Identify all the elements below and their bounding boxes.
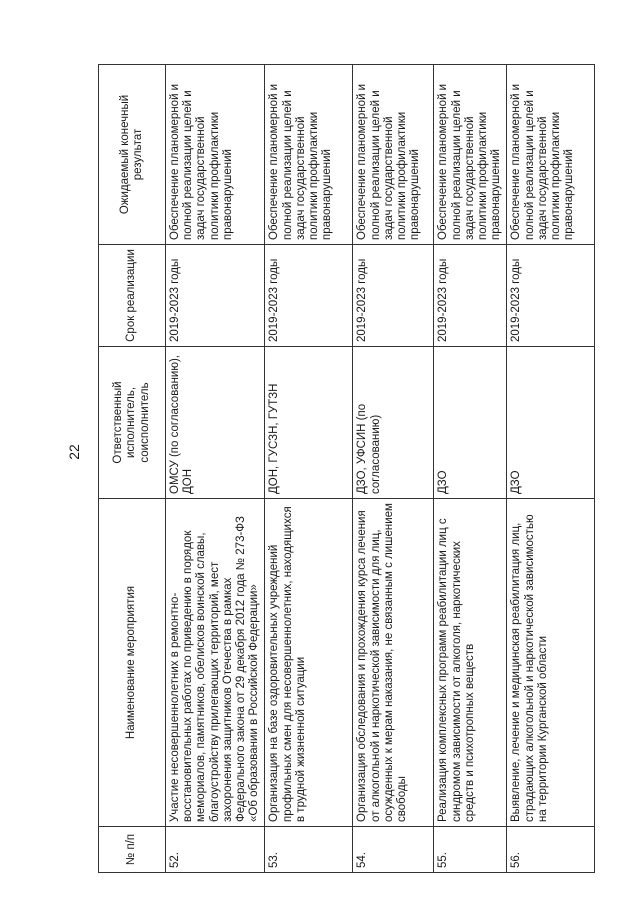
cell-responsible: ОМСУ (по согласованию), ДОН xyxy=(166,347,265,499)
cell-name: Организация обследования и прохождения курса лечения от алкогольной и наркотической зависимости для лиц, осужденных к мерам наказания, не связанным с лишением свободы xyxy=(353,499,434,827)
table-row xyxy=(507,65,595,873)
cell-num: 53. xyxy=(265,827,353,873)
header-name: Наименование мероприятия xyxy=(99,499,166,827)
cell-name: Организация на базе оздоровительных учреждений профильных смен для несовершеннолетних, находящихся в трудной жизненной ситуации xyxy=(265,499,353,827)
cell-num: 56. xyxy=(507,827,595,873)
rotated-page-content xyxy=(98,65,579,873)
cell-name: Реализация комплексных программ реабилитации лиц с синдромом зависимости от алкоголя, наркотических средств и психотропных веществ xyxy=(434,499,507,827)
table-row xyxy=(434,65,507,873)
cell-name: Участие несовершеннолетних в ремонтно-восстановительных работах по приведению в порядок мемориалов, памятников, обелисков воинской славы, благоустройству прилегающих территорий, мест захоронения защитников Отечества в рамках Федерального закона от 29 декабря 2012 года № 273-ФЗ «Об образовании в Российской Федерации» xyxy=(166,499,265,827)
cell-responsible: ДЗО xyxy=(507,347,595,499)
cell-responsible: ДОН, ГУСЗН, ГУТЗН xyxy=(265,347,353,499)
cell-result: Обеспечение планомерной и полной реализации целей и задач государственной политики профилактики правонарушений xyxy=(353,65,434,245)
cell-result: Обеспечение планомерной и полной реализации целей и задач государственной политики профилактики правонарушений xyxy=(265,65,353,245)
table-row xyxy=(265,65,353,873)
cell-term: 2019-2023 годы xyxy=(507,245,595,347)
cell-term: 2019-2023 годы xyxy=(434,245,507,347)
header-term: Срок реализации xyxy=(99,245,166,347)
measures-table xyxy=(98,64,595,873)
cell-num: 54. xyxy=(353,827,434,873)
cell-num: 52. xyxy=(166,827,265,873)
cell-result: Обеспечение планомерной и полной реализации целей и задач государственной политики профилактики правонарушений xyxy=(507,65,595,245)
table-header-row xyxy=(99,65,166,873)
table-row xyxy=(353,65,434,873)
cell-num: 55. xyxy=(434,827,507,873)
header-responsible: Ответственный исполнитель, соисполнитель xyxy=(99,347,166,499)
cell-result: Обеспечение планомерной и полной реализации целей и задач государственной политики профилактики правонарушений xyxy=(166,65,265,245)
cell-responsible: ДЗО, УФСИН (по согласованию) xyxy=(353,347,434,499)
header-num: № п/п xyxy=(99,827,166,873)
cell-term: 2019-2023 годы xyxy=(166,245,265,347)
header-result: Ожидаемый конечный результат xyxy=(99,65,166,245)
cell-term: 2019-2023 годы xyxy=(353,245,434,347)
page-number: 22 xyxy=(66,444,82,460)
table-row xyxy=(166,65,265,873)
cell-responsible: ДЗО xyxy=(434,347,507,499)
cell-result: Обеспечение планомерной и полной реализации целей и задач государственной политики профилактики правонарушений xyxy=(434,65,507,245)
cell-term: 2019-2023 годы xyxy=(265,245,353,347)
table-area xyxy=(98,65,579,873)
cell-name: Выявление, лечение и медицинская реабилитация лиц, страдающих алкогольной и наркотической зависимостью на территории Курганской области xyxy=(507,499,595,827)
